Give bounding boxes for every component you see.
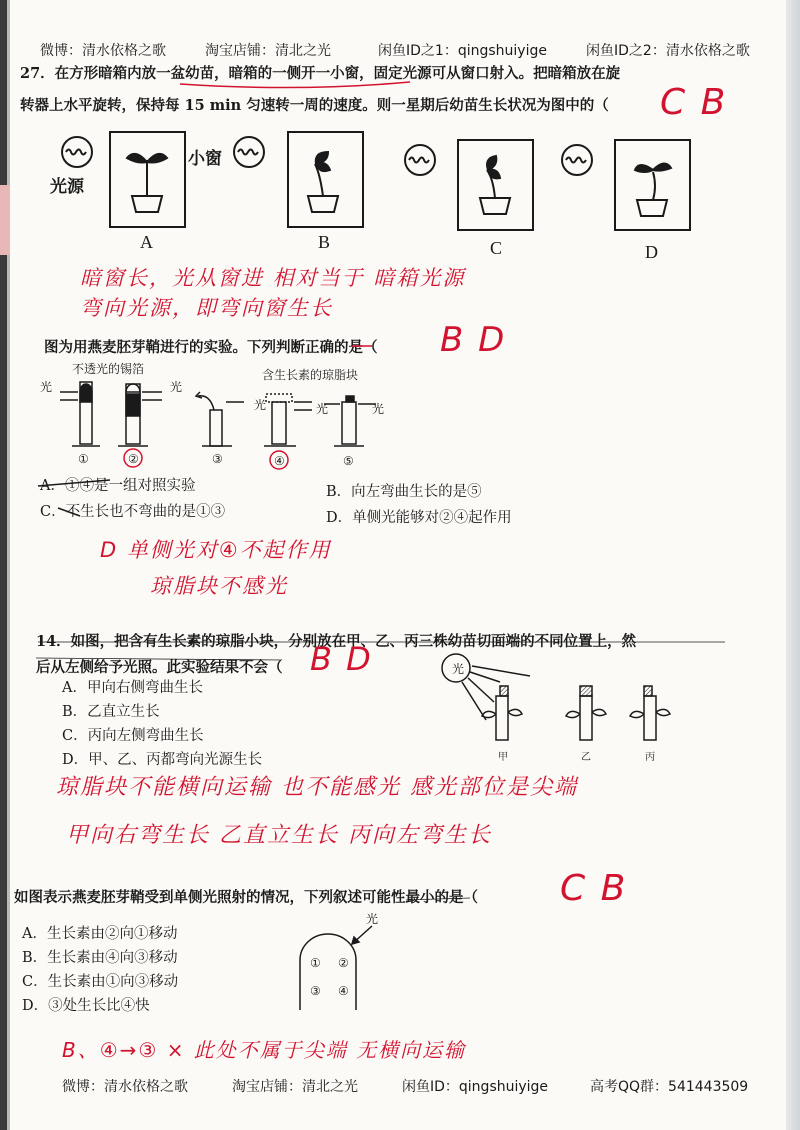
- q27-option-d-label: D: [645, 242, 658, 262]
- footer-shop: 淘宝店铺：清北之光: [232, 1079, 358, 1095]
- q13-light-label-5: 光: [372, 402, 385, 416]
- q14-plant-label-bing: 丙: [645, 752, 655, 763]
- q15-fig-num-3: ③: [310, 984, 321, 998]
- q13-fig-num-5: ⑤: [343, 454, 354, 468]
- q15-handwritten-note: B、④→③ × 此处不属于尖端 无横向运输: [62, 1038, 467, 1062]
- q27-handwritten-answer: C B: [660, 82, 728, 123]
- q13-fig-num-2: ②: [128, 452, 139, 466]
- q14-option-c: C．丙向左侧弯曲生长: [62, 728, 204, 744]
- q13-light-label-3: 光: [254, 398, 267, 412]
- q14-handwritten-note1: 琼脂块不能横向运输 也不能感光 感光部位是尖端: [56, 775, 578, 800]
- header-xianyu1: 闲鱼ID之1：qingshuiyige: [378, 43, 547, 59]
- q13-option-c: C．不生长也不弯曲的是①③: [40, 504, 226, 520]
- q14-line1: 14．如图，把含有生长素的琼脂小块，分别放在甲、乙、丙三株幼苗切面端的不同位置上，然: [36, 633, 637, 650]
- header-shop: 淘宝店铺：清北之光: [205, 43, 331, 59]
- q14-handwritten-note2: 甲向右弯生长 乙直立生长 丙向左弯生长: [66, 823, 492, 848]
- footer-xianyu: 闲鱼ID：qingshuiyige: [402, 1079, 549, 1095]
- q13-handwritten-note1: D 单侧光对④不起作用: [100, 538, 332, 562]
- q27-option-c-label: C: [490, 238, 503, 258]
- q27-label-window: 小窗: [188, 149, 222, 169]
- q15-stem: 如图表示燕麦胚芽鞘受到单侧光照射的情况，下列叙述可能性最小的是（: [14, 889, 478, 906]
- header-xianyu2: 闲鱼ID之2：清水依格之歌: [586, 43, 750, 59]
- q13-handwritten-answer: B D: [440, 320, 507, 360]
- q15-handwritten-answer: C B: [560, 868, 628, 909]
- q15-option-b: B．生长素由④向③移动: [22, 950, 178, 966]
- q15-fig-num-1: ①: [310, 956, 321, 970]
- footer-weibo: 微博：清水依格之歌: [62, 1079, 188, 1095]
- q13-stem: 图为用燕麦胚芽鞘进行的实验。下列判断正确的是（: [44, 339, 378, 356]
- q15-fig-num-2: ②: [338, 956, 349, 970]
- q27-handwritten-note1: 暗窗长，光从窗进 相对当于 暗箱光源: [80, 266, 466, 290]
- q13-label-agar: 含生长素的琼脂块: [262, 368, 359, 382]
- q15-option-d: D．③处生长比④快: [22, 998, 150, 1014]
- q27-option-b-label: B: [318, 232, 331, 252]
- q14-line2: 后从左侧给予光照。此实验结果不会（: [36, 659, 283, 676]
- q27-line2: 转器上水平旋转，保持每 15 min 匀速转一周的速度。则一星期后幼苗生长状况为图中的（: [20, 97, 609, 114]
- q14-plant-label-yi: 乙: [581, 752, 591, 763]
- q13-light-label-1: 光: [40, 380, 53, 394]
- q27-handwritten-note2: 弯向光源，即弯向窗生长: [80, 296, 333, 320]
- q14-option-b: B．乙直立生长: [62, 704, 160, 720]
- q14-plant-label-jia: 甲: [498, 752, 508, 763]
- q13-handwritten-note2: 琼脂块不感光: [150, 574, 288, 598]
- q14-option-d: D．甲、乙、丙都弯向光源生长: [62, 752, 263, 768]
- q27-label-light: 光源: [50, 177, 84, 197]
- q27-line1: 27．在方形暗箱内放一盆幼苗，暗箱的一侧开一小窗，固定光源可从窗口射入。把暗箱放在旋: [20, 65, 621, 82]
- q13-fig-num-3: ③: [212, 452, 223, 466]
- q27-option-a-label: A: [140, 232, 153, 252]
- q13-light-label-2: 光: [170, 380, 183, 394]
- header-weibo: 微博：清水依格之歌: [40, 43, 166, 59]
- q13-light-label-4: 光: [316, 402, 329, 416]
- q14-option-a: A．甲向右侧弯曲生长: [62, 680, 203, 696]
- q13-option-a: A．①④是一组对照实验: [40, 478, 196, 494]
- q13-label-foil: 不透光的锡箔: [72, 362, 145, 376]
- q13-fig-num-1: ①: [78, 452, 89, 466]
- q15-option-c: C．生长素由①向③移动: [22, 974, 179, 990]
- q15-light-label: 光: [366, 912, 379, 926]
- q13-option-b: B．向左弯曲生长的是⑤: [326, 484, 482, 500]
- q14-handwritten-answer: B D: [310, 640, 373, 678]
- q13-option-d: D．单侧光能够对②④起作用: [326, 510, 512, 526]
- q13-fig-num-4: ④: [274, 454, 285, 468]
- q14-light-label: 光: [452, 662, 465, 676]
- q15-option-a: A．生长素由②向①移动: [22, 926, 178, 942]
- q15-fig-num-4: ④: [338, 984, 349, 998]
- footer-qq: 高考QQ群：541443509: [590, 1079, 749, 1095]
